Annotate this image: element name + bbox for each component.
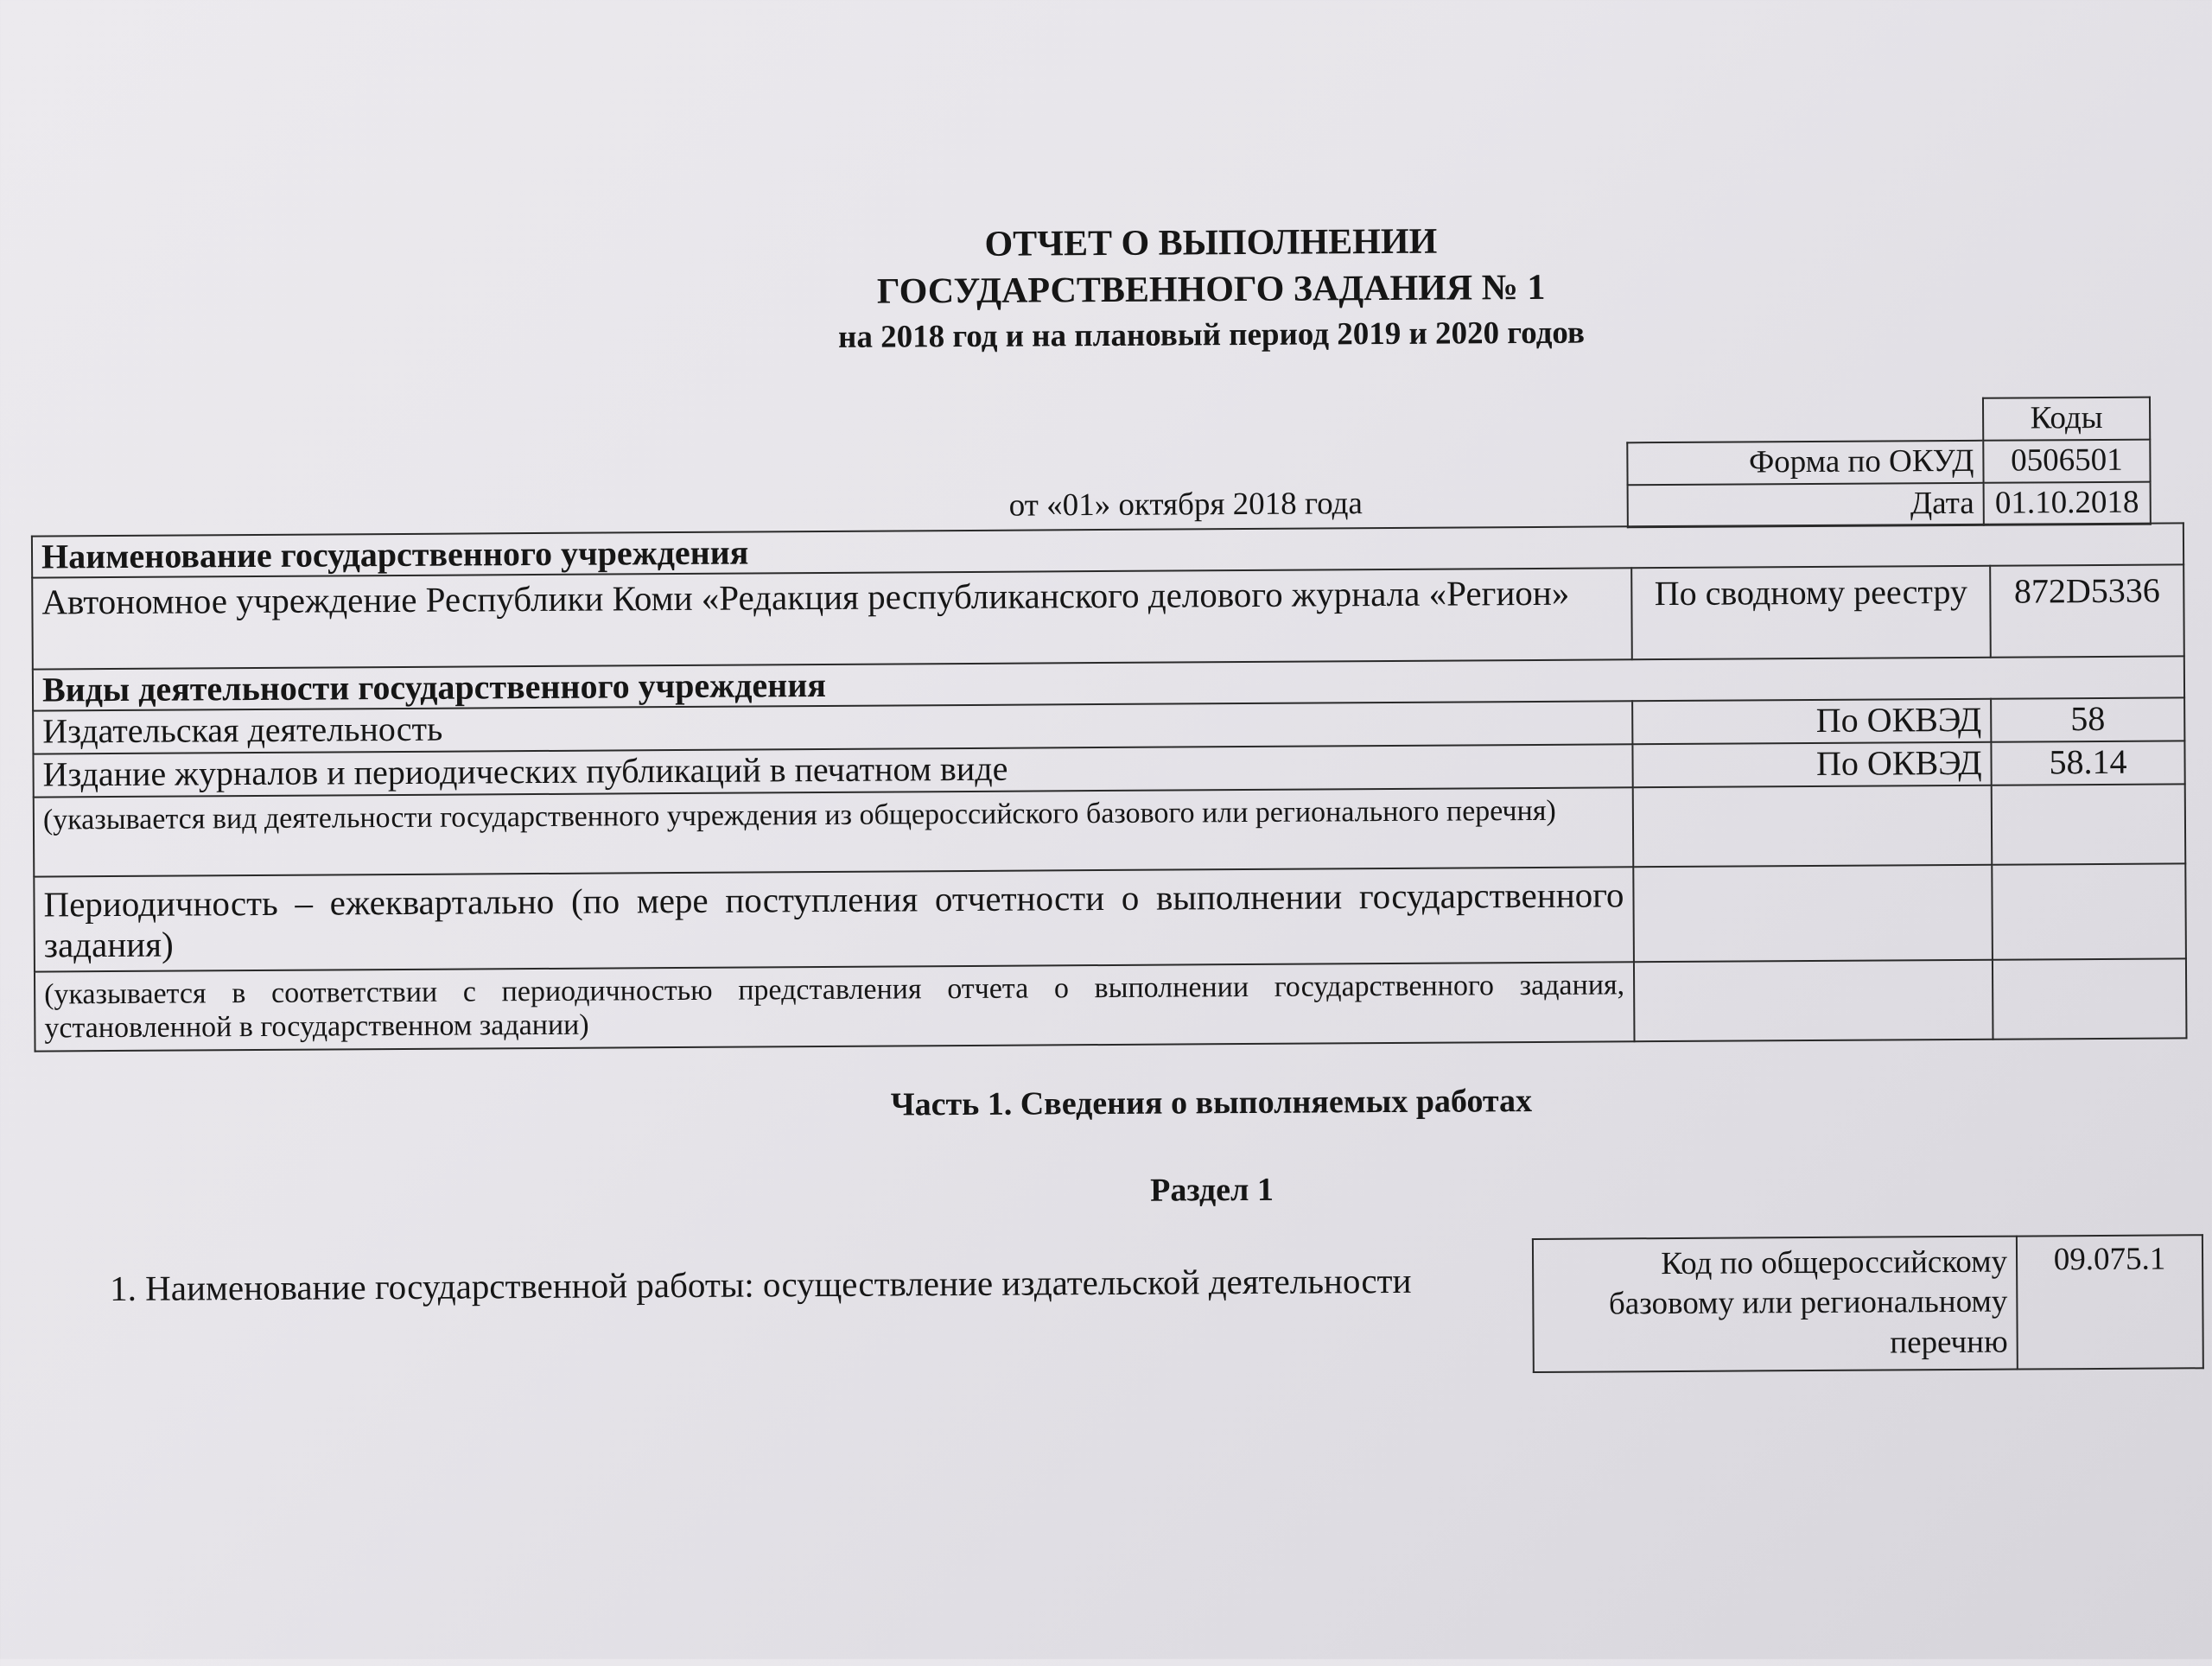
work-code-row	[1533, 1235, 2203, 1372]
activity-label: Издательская деятельность	[33, 701, 1632, 754]
activity-code-value: 58.14	[1991, 741, 2184, 785]
activities-header: Виды деятельности государственного учреждения	[33, 656, 2184, 710]
activity-note: (указывается вид деятельности государственного учреждения из общероссийского базового или регионального перечня)	[34, 787, 1634, 876]
codes-table	[1626, 397, 2152, 529]
okud-label: Форма по ОКУД	[1627, 441, 1983, 486]
activity-note-row	[34, 784, 2186, 876]
institution-table	[31, 522, 2188, 1052]
empty-cell	[1633, 785, 1993, 868]
activity-code-label: По ОКВЭД	[1632, 699, 1991, 745]
empty-cell	[1992, 863, 2186, 959]
work-code-table	[1532, 1234, 2204, 1373]
periodicity-row	[34, 863, 2186, 971]
section-title: Раздел 1	[1150, 1171, 1274, 1209]
registry-value: 872D5336	[1990, 564, 2184, 657]
date-label: Дата	[1628, 483, 1984, 528]
date-value: 01.10.2018	[1984, 482, 2151, 525]
empty-cell	[1634, 960, 1993, 1042]
institution-name-row	[32, 564, 2184, 669]
registry-label: По сводному реестру	[1631, 566, 1991, 660]
empty-cell	[1627, 398, 1983, 443]
activity-code-label: По ОКВЭД	[1632, 742, 1991, 788]
work-name: 1. Наименование государственной работы: осуществление издательской деятельности	[110, 1260, 1412, 1309]
codes-header-row	[1627, 397, 2150, 443]
okud-row	[1627, 440, 2150, 486]
activity-label: Издание журналов и периодических публикаций в печатном виде	[33, 744, 1632, 797]
institution-name: Автономное учреждение Республики Коми «Редакция республиканского делового журнала «Регион»	[32, 568, 1632, 669]
empty-cell	[1992, 784, 2186, 864]
work-code-label: Код по общероссийскому базовому или региональному перечню	[1533, 1237, 2018, 1372]
institution-name-header: Наименование государственного учреждения	[32, 523, 2183, 577]
periodicity-note-row	[35, 958, 2187, 1051]
activity-code-value: 58	[1991, 697, 2184, 741]
report-title-line-2: ГОСУДАРСТВЕННОГО ЗАДАНИЯ № 1	[876, 267, 1546, 312]
report-title-line-3: на 2018 год и на плановый период 2019 и 2020 годов	[837, 315, 1586, 355]
periodicity: Периодичность – ежеквартально (по мере поступления отчетности о выполнении государственного задания)	[34, 867, 1634, 971]
empty-cell	[1993, 958, 2187, 1039]
work-code-value: 09.075.1	[2017, 1235, 2203, 1369]
periodicity-note: (указывается в соответствии с периодичностью представления отчета о выполнении государственного задания, установленной в государственном задании)	[35, 962, 1635, 1051]
report-title-line-1: ОТЧЕТ О ВЫПОЛНЕНИИ	[984, 221, 1438, 264]
empty-cell	[1633, 865, 1993, 963]
date-row	[1628, 482, 2151, 528]
okud-value: 0506501	[1983, 440, 2150, 483]
part-title: Часть 1. Сведения о выполняемых работах	[890, 1082, 1533, 1123]
report-date: от «01» октября 2018 года	[1008, 486, 1363, 524]
codes-header: Коды	[1983, 397, 2150, 441]
